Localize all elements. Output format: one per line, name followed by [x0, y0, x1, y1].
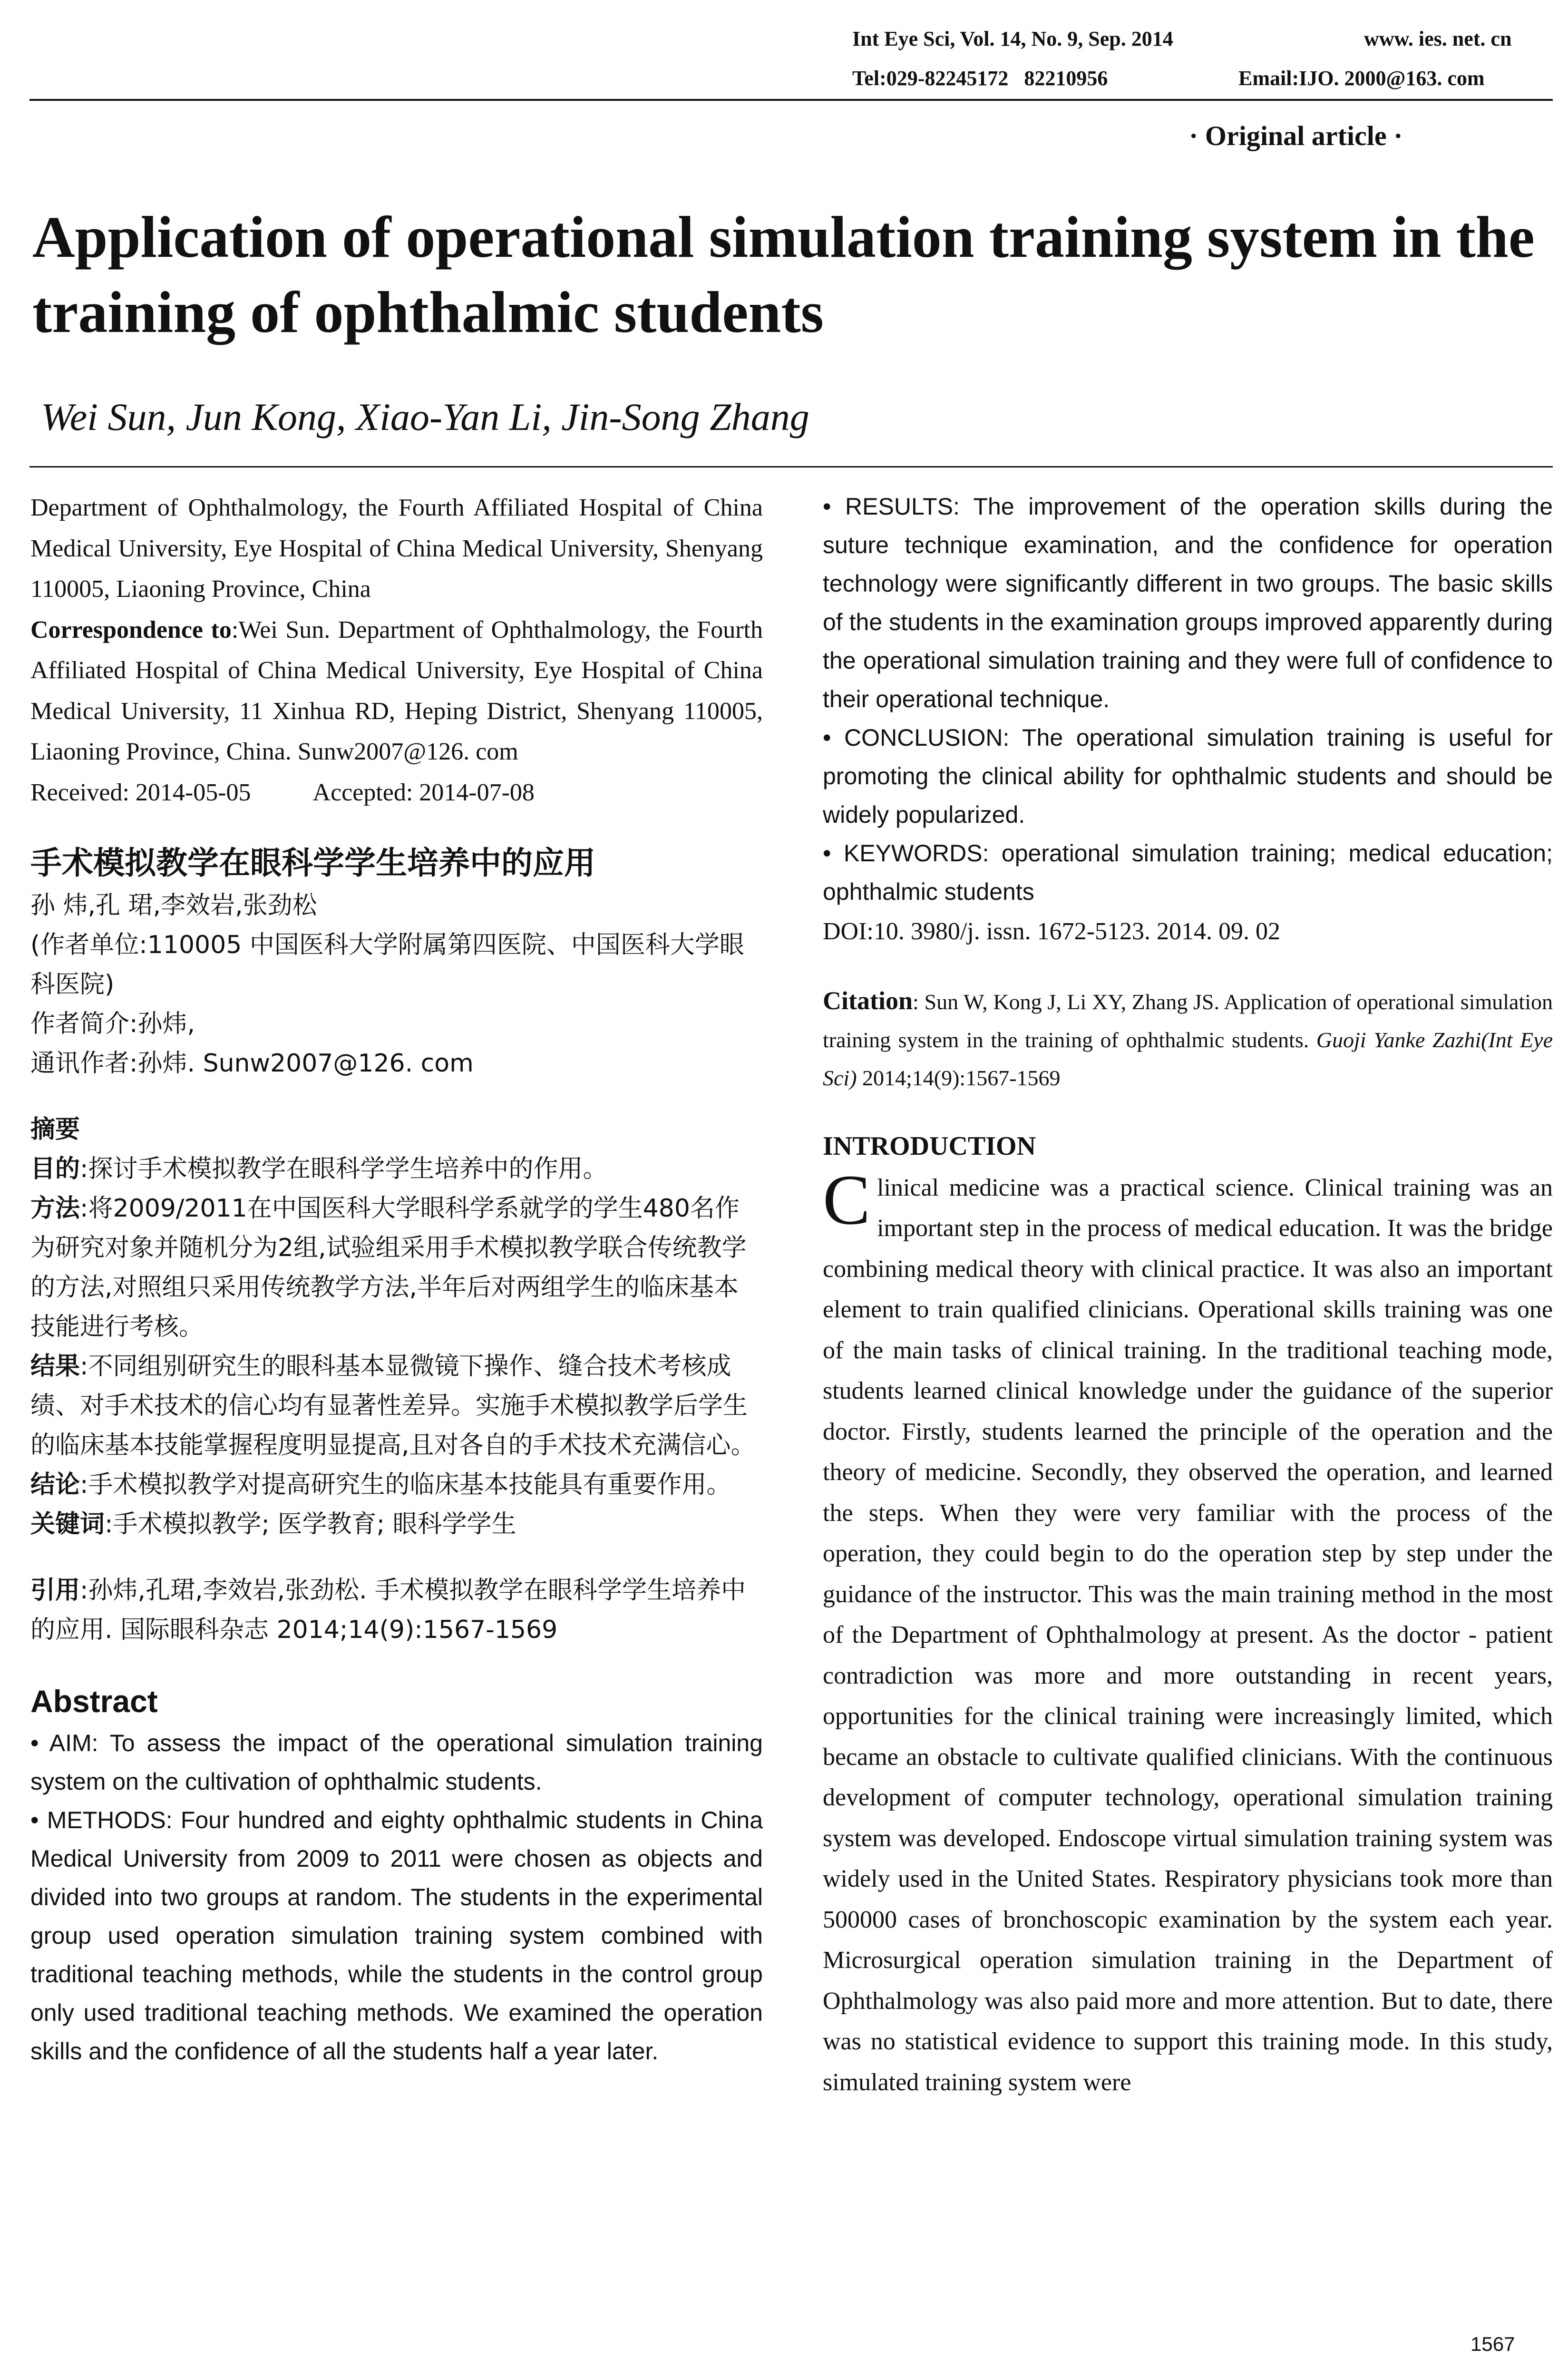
cn-results-label: 结果 — [30, 1352, 80, 1381]
introduction-body — [823, 1160, 1553, 2103]
citation-label: Citation — [823, 986, 913, 1015]
abstract-results: • RESULTS: The improvement of the operation skills during the suture technique examination, and the confidence for operation technology were significantly different in two groups. The basic skills of the students in the examination groups improved apparently during the operational simulation training and they were full of confidence to their operational technique. — [823, 493, 1553, 712]
cn-title: 手术模拟教学在眼科学学生培养中的应用 — [30, 845, 595, 881]
cn-bio: 作者简介:孙炜, — [30, 1010, 195, 1038]
cn-correspondence: 通讯作者:孙炜. Sunw2007@126. com — [30, 1049, 474, 1078]
journal-website: www. ies. net. cn — [1364, 27, 1512, 50]
article-title: Application of operational simulation training system in the training of ophthalmic students — [32, 205, 1535, 345]
cn-conclusion-text: :手术模拟教学对提高研究生的临床基本技能具有重要作用。 — [80, 1471, 731, 1499]
cn-methods-text: :将2009/2011在中国医科大学眼科学系就学的学生480名作为研究对象并随机分为2组,试验组采用手术模拟教学联合传统教学的方法,对照组只采用传统教学方法,半年后对两组学生的临床基本技能进行考核。 — [30, 1194, 747, 1341]
cn-unit: (作者单位:110005 中国医科大学附属第四医院、中国医科大学眼科医院) — [30, 931, 744, 999]
correspondence — [30, 610, 763, 772]
abstract-methods: • METHODS: Four hundred and eighty ophthalmic students in China Medical University from 2009 to 2011 were chosen as objects and divided into two groups at random. The students in the experimental group used operation simulation training system combined with traditional teaching methods, while the students in the control group only used traditional teaching methods. We examined the operation skills and the confidence of all the students half a year later. — [30, 1807, 763, 2065]
cn-aim-text: :探讨手术模拟教学在眼科学学生培养中的作用。 — [80, 1155, 608, 1183]
cn-results-text: :不同组别研究生的眼科基本显微镜下操作、缝合技术考核成绩、对手术技术的信心均有显著性差异。实施手术模拟教学后学生的临床基本技能掌握程度明显提高,且对各自的手术技术充满信心。 — [30, 1352, 756, 1460]
left-column — [30, 487, 763, 2071]
cn-keywords-text: :手术模拟教学; 医学教育; 眼科学学生 — [105, 1510, 516, 1539]
page-number: 1567 — [1471, 2333, 1515, 2355]
citation-journal: Guoji Yanke Zazhi(Int Eye Sci) — [823, 1027, 1553, 1090]
affiliation: Department of Ophthalmology, the Fourth Affiliated Hospital of China Medical University, Eye Hospital of China Medical University, Shenyang 110005, Liaoning Province, China — [30, 494, 763, 603]
abstract-heading: Abstract — [30, 1684, 158, 1719]
abstract-aim: • AIM: To assess the impact of the operational simulation training system on the cultivation of ophthalmic students. — [30, 1730, 763, 1795]
right-column — [823, 487, 1553, 2103]
cn-citation-text: :孙炜,孔珺,李效岩,张劲松. 手术模拟教学在眼科学学生培养中的应用. 国际眼科杂志 2014;14(9):1567-1569 — [30, 1576, 746, 1644]
cn-aim — [30, 1150, 763, 1189]
introduction-heading: INTRODUCTION — [823, 1131, 1036, 1161]
article-type: · Original article · — [1189, 120, 1403, 151]
cn-citation-label: 引用 — [30, 1576, 80, 1605]
abstract-keywords: • KEYWORDS: operational simulation training; medical education; ophthalmic students — [823, 840, 1553, 905]
citation-text-post: 2014;14(9):1567-1569 — [857, 1065, 1061, 1090]
cn-conclusion-label: 结论 — [30, 1471, 80, 1499]
journal-email: Email:IJO. 2000@163. com — [1238, 67, 1485, 90]
citation-text-pre: : Sun W, Kong J, Li XY, Zhang JS. Application of operational simulation training system in the training of ophthalmic students. — [823, 989, 1553, 1052]
author-list: Wei Sun, Jun Kong, Xiao-Yan Li, Jin-Song Zhang — [41, 395, 809, 438]
title-rule — [29, 466, 1553, 468]
doi: DOI:10. 3980/j. issn. 1672-5123. 2014. 09. 02 — [823, 918, 1280, 945]
correspondence-label: Correspondence to — [30, 616, 232, 643]
cn-conclusion — [30, 1465, 763, 1505]
correspondence-text: :Wei Sun. Department of Ophthalmology, the Fourth Affiliated Hospital of China Medical University, Eye Hospital of China Medical University, 11 Xinhua RD, Heping District, Shenyang 110005, Liaoning Province, China. Sunw2007@126. com — [30, 616, 763, 765]
cn-methods-label: 方法 — [30, 1194, 80, 1223]
drop-cap: C — [823, 1160, 871, 1239]
cn-keywords-label: 关键词 — [30, 1510, 105, 1539]
cn-results — [30, 1347, 763, 1465]
abstract-conclusion: • CONCLUSION: The operational simulation training is useful for promoting the clinical ability for ophthalmic students and should be widely popularized. — [823, 724, 1553, 828]
cn-methods — [30, 1189, 763, 1347]
journal-phone: Tel:029-82245172 82210956 — [852, 67, 1108, 90]
dates — [30, 772, 763, 813]
accepted-date: Accepted: 2014-07-08 — [312, 779, 535, 806]
cn-abstract-heading: 摘要 — [30, 1115, 80, 1144]
cn-citation — [30, 1571, 763, 1650]
introduction-text: linical medicine was a practical science. Clinical training was an important step in the process of medical education. It was the bridge combining medical theory with clinical practice. It was also an important element to train qualified clinicians. Operational skills training was one of the main tasks of clinical training. In the traditional teaching mode, students learned clinical knowledge under the guidance of the superior doctor. Firstly, students learned the principle of the operation and the theory of medicine. Secondly, they observed the operation, and learned the steps. When they were very familiar with the process of the operation, they could begin to do the operation step by step under the guidance of the instructor. This was the main training method in the most of the Department of Ophthalmology at present. As the doctor - patient contradiction was more and more outstanding in recent years, opportunities for the clinical training were increasingly limited, which became an obstacle to cultivate qualified clinicians. With the continuous development of computer technology, operational simulation training system was developed. Endoscope virtual simulation training system was widely used in the United States. Respiratory physicians took more than 500000 cases of bronchoscopic examination by the system each year. Microsurgical operation simulation training in the Department of Ophthalmology was also paid more and more attention. But to date, there was no statistical evidence to support this training mode. In this study, simulated training system were — [823, 1174, 1553, 2096]
journal-issue-line: Int Eye Sci, Vol. 14, No. 9, Sep. 2014 — [852, 27, 1173, 50]
cn-keywords — [30, 1505, 763, 1544]
received-date: Received: 2014-05-05 — [30, 779, 251, 806]
citation — [823, 982, 1553, 1097]
header-rule — [29, 99, 1553, 101]
cn-authors: 孙 炜,孔 珺,李效岩,张劲松 — [30, 891, 317, 920]
cn-aim-label: 目的 — [30, 1155, 80, 1183]
